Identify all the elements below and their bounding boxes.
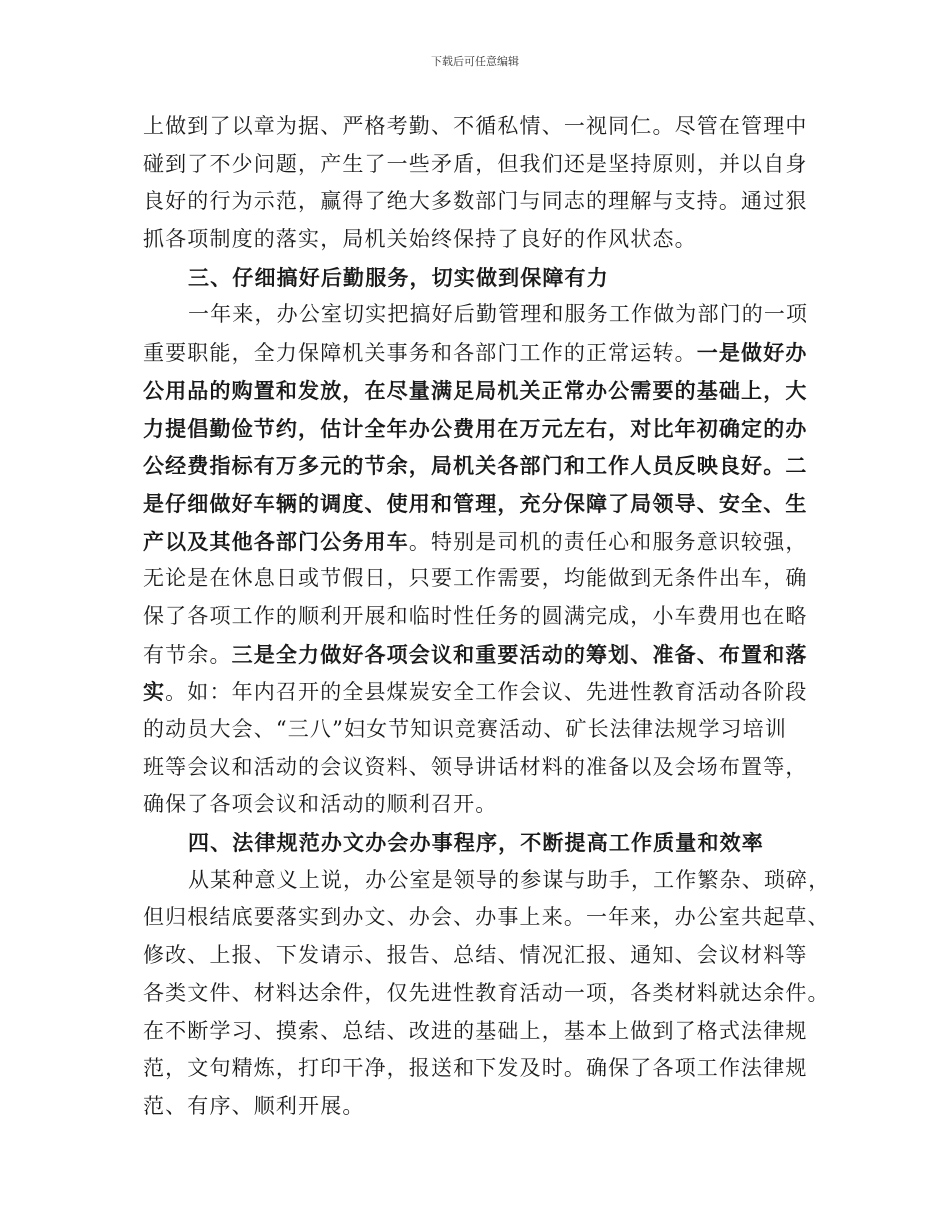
text-line: 班等会议和活动的会议资料、领导讲话材料的准备以及会场布置等， bbox=[143, 754, 808, 779]
text-line-bold: 力提倡勤俭节约，估计全年办公费用在万元左右，对比年初确定的办 bbox=[143, 415, 808, 441]
text-run: 。特别是司机的责任心和服务意识较强， bbox=[408, 529, 808, 554]
bold-run: 产以及其他各部门公务用车 bbox=[143, 528, 409, 554]
text-line: 抓各项制度的落实，局机关始终保持了良好的作风状态。 bbox=[143, 227, 697, 252]
text-run: 重要职能，全力保障机关事务和各部门工作的正常运转。 bbox=[143, 341, 697, 366]
text-line: 碰到了不少问题，产生了一些矛盾，但我们还是坚持原则，并以自身 bbox=[143, 151, 808, 176]
text-line: 良好的行为示范，赢得了绝大多数部门与同志的理解与支持。通过狠 bbox=[143, 189, 808, 214]
text-line: 修改、上报、下发请示、报告、总结、情况汇报、通知、会议材料等 bbox=[143, 943, 808, 968]
document-body bbox=[143, 108, 831, 1126]
text-line: 但归根结底要落实到办文、办会、办事上来。一年来，办公室共起草、 bbox=[143, 905, 830, 930]
bold-run: 三是全力做好各项会议和重要活动的筹划、准备、布置和落 bbox=[231, 641, 808, 667]
section-heading-logistics: 三、仔细搞好后勤服务，切实做到保障有力 bbox=[188, 264, 609, 290]
text-line: 无论是在休息日或节假日，只要工作需要，均能做到无条件出车，确 bbox=[143, 566, 808, 591]
text-line bbox=[143, 636, 823, 674]
text-line: 从某种意义上说，办公室是领导的参谋与助手，工作繁杂、琐碎， bbox=[188, 867, 831, 892]
text-line: 各类文件、材料达余件，仅先进性教育活动一项，各类材料就达余件。 bbox=[143, 980, 830, 1005]
paragraph-logistics bbox=[143, 296, 823, 824]
text-line-bold: 公用品的购置和发放，在尽量满足局机关正常办公需要的基础上，大 bbox=[143, 377, 808, 403]
bold-run: 实 bbox=[143, 679, 166, 705]
text-run: 。如：年内召开的全县煤炭安全工作会议、先进性教育活动各阶段 bbox=[165, 680, 808, 705]
text-line-bold: 是仔细做好车辆的调度、使用和管理，充分保障了局领导、安全、生 bbox=[143, 490, 808, 516]
text-line bbox=[143, 334, 823, 372]
text-line-bold: 公经费指标有万多元的节余，局机关各部门和工作人员反映良好。二 bbox=[143, 453, 808, 479]
text-line: 范，文句精炼，打印干净，报送和下发及时。确保了各项工作法律规 bbox=[143, 1056, 808, 1081]
page-header-note: 下载后可任意编辑 bbox=[431, 55, 519, 68]
text-line bbox=[143, 673, 823, 711]
text-line: 在不断学习、摸索、总结、改进的基础上，基本上做到了格式法律规 bbox=[143, 1018, 808, 1043]
text-run: 有节余。 bbox=[143, 642, 232, 667]
text-line bbox=[143, 523, 823, 561]
text-line: 范、有序、顺利开展。 bbox=[143, 1093, 365, 1118]
paragraph-procedures bbox=[143, 862, 831, 1126]
section-heading-procedures: 四、法律规范办文办会办事程序，不断提高工作质量和效率 bbox=[188, 830, 764, 856]
bold-run: 一是做好办 bbox=[696, 340, 808, 366]
text-line: 确保了各项会议和活动的顺利召开。 bbox=[143, 792, 498, 817]
text-line: 一年来，办公室切实把搞好后勤管理和服务工作做为部门的一项 bbox=[188, 302, 809, 327]
text-line: 上做到了以章为据、严格考勤、不循私情、一视同仁。尽管在管理中 bbox=[143, 114, 808, 138]
text-line: 的动员大会、“三八”妇女节知识竞赛活动、矿长法律法规学习培训 bbox=[143, 717, 787, 741]
paragraph-discipline bbox=[143, 108, 823, 259]
text-line: 保了各项工作的顺利开展和临时性任务的圆满完成，小车费用也在略 bbox=[143, 603, 808, 628]
